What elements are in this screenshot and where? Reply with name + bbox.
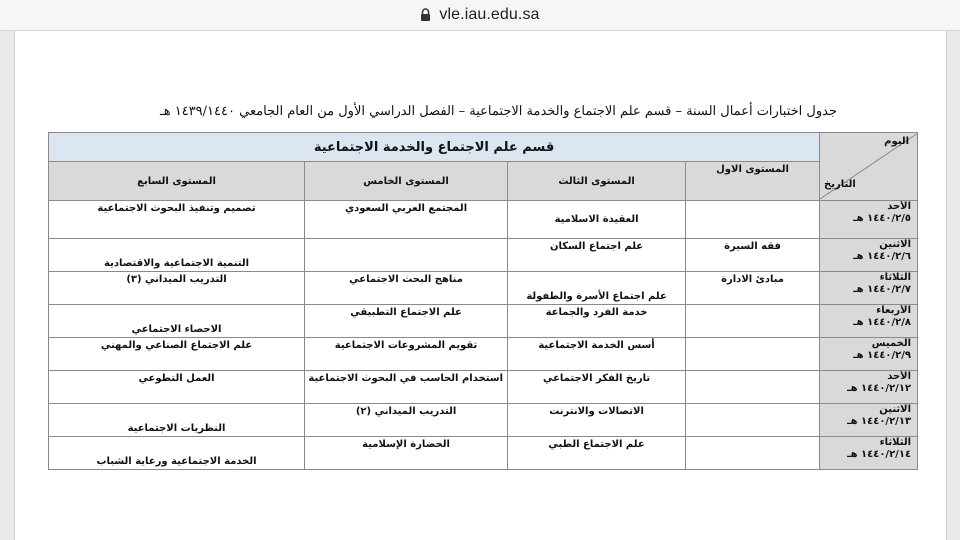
table-row bbox=[49, 338, 918, 371]
level-5-cell bbox=[305, 239, 508, 272]
day-cell: الخميس ١٤٤٠/٢/٩ هـ bbox=[820, 338, 918, 371]
exam-schedule-table bbox=[48, 132, 918, 470]
level-7-cell: العمل التطوعي bbox=[49, 371, 305, 404]
level-3-cell: علم اجتماع الأسرة والطفولة bbox=[508, 272, 686, 305]
level-5-cell: الحضارة الإسلامية bbox=[305, 437, 508, 470]
day-date-corner bbox=[820, 133, 918, 201]
table-title: قسم علم الاجتماع والخدمة الاجتماعية bbox=[49, 133, 820, 162]
left-margin bbox=[0, 31, 15, 540]
table-row bbox=[49, 371, 918, 404]
level-1-cell: فقه السيرة bbox=[686, 239, 820, 272]
corner-day-label: اليوم bbox=[884, 136, 910, 147]
level-7-cell: تصميم وتنفيذ البحوث الاجتماعية bbox=[49, 201, 305, 239]
day-cell: الأربعاء ١٤٤٠/٢/٨ هـ bbox=[820, 305, 918, 338]
day-cell: الثلاثاء ١٤٤٠/٢/١٤ هـ bbox=[820, 437, 918, 470]
level-3-cell: الاتصالات والانترنت bbox=[508, 404, 686, 437]
level-1-cell bbox=[686, 371, 820, 404]
level-1-cell bbox=[686, 338, 820, 371]
level-7-cell: التدريب الميداني (٣) bbox=[49, 272, 305, 305]
level-5-cell: المجتمع العربي السعودي bbox=[305, 201, 508, 239]
level-3-cell: أسس الخدمة الاجتماعية bbox=[508, 338, 686, 371]
corner-date-label: التاريخ bbox=[824, 179, 856, 190]
level-3-header: المستوى الثالث bbox=[508, 162, 686, 201]
address-bar[interactable] bbox=[0, 0, 960, 31]
level-1-cell bbox=[686, 201, 820, 239]
day-cell: الثلاثاء ١٤٤٠/٢/٧ هـ bbox=[820, 272, 918, 305]
level-5-cell: استخدام الحاسب في البحوث الاجتماعية bbox=[305, 371, 508, 404]
table-row bbox=[49, 437, 918, 470]
level-5-cell: مناهج البحث الاجتماعي bbox=[305, 272, 508, 305]
level-5-header: المستوى الخامس bbox=[305, 162, 508, 201]
day-cell: الأحد ١٤٤٠/٢/٥ هـ bbox=[820, 201, 918, 239]
table-row bbox=[49, 201, 918, 239]
table-row bbox=[49, 404, 918, 437]
level-3-cell: العقيدة الاسلامية bbox=[508, 201, 686, 239]
table-row bbox=[49, 239, 918, 272]
right-margin bbox=[946, 31, 960, 540]
level-1-cell bbox=[686, 404, 820, 437]
level-3-cell: تاريخ الفكر الاجتماعي bbox=[508, 371, 686, 404]
level-1-cell bbox=[686, 305, 820, 338]
level-3-cell: خدمة الفرد والجماعة bbox=[508, 305, 686, 338]
document-page bbox=[15, 31, 945, 540]
table-row bbox=[49, 305, 918, 338]
day-cell: الاثنين ١٤٤٠/٢/٦ هـ bbox=[820, 239, 918, 272]
level-7-cell: الاحصاء الاجتماعي bbox=[49, 305, 305, 338]
day-cell: الاثنين ١٤٤٠/٢/١٣ هـ bbox=[820, 404, 918, 437]
level-5-cell: علم الاجتماع التطبيقي bbox=[305, 305, 508, 338]
day-cell: الأحد ١٤٤٠/٢/١٢ هـ bbox=[820, 371, 918, 404]
level-7-cell: النظريات الاجتماعية bbox=[49, 404, 305, 437]
level-7-cell: علم الاجتماع الصناعي والمهني bbox=[49, 338, 305, 371]
level-1-header: المستوى الاول bbox=[686, 162, 820, 201]
url-text[interactable]: vle.iau.edu.sa bbox=[439, 6, 540, 23]
level-5-cell: تقويم المشروعات الاجتماعية bbox=[305, 338, 508, 371]
document-heading: جدول اختبارات أعمال السنة – قسم علم الاجتماع والخدمة الاجتماعية – الفصل الدراسي الأول من العام الجامعي ١٤٣٩/١٤٤٠ هـ bbox=[159, 104, 837, 119]
table-row bbox=[49, 272, 918, 305]
level-7-cell: الخدمة الاجتماعية ورعاية الشباب bbox=[49, 437, 305, 470]
level-1-cell: مبادئ الادارة bbox=[686, 272, 820, 305]
level-7-cell: التنمية الاجتماعية والاقتصادية bbox=[49, 239, 305, 272]
level-5-cell: التدريب الميداني (٢) bbox=[305, 404, 508, 437]
level-1-cell bbox=[686, 437, 820, 470]
level-3-cell: علم الاجتماع الطبي bbox=[508, 437, 686, 470]
level-3-cell: علم اجتماع السكان bbox=[508, 239, 686, 272]
level-7-header: المستوى السابع bbox=[49, 162, 305, 201]
lock-icon bbox=[420, 8, 431, 22]
